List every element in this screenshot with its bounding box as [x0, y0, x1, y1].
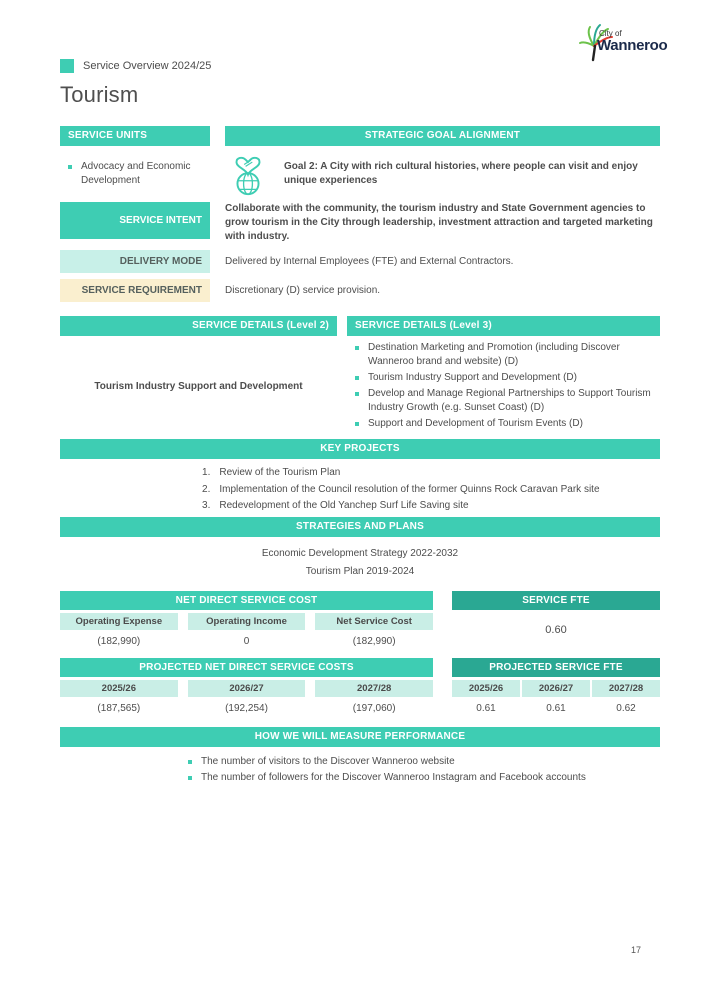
- column-header: Operating Income: [188, 613, 306, 630]
- square-bullet-icon: [68, 165, 72, 169]
- logo-city-of: City of: [599, 29, 622, 38]
- column-header: Net Service Cost: [315, 613, 433, 630]
- l3-item-text: Tourism Industry Support and Development (D): [368, 372, 577, 383]
- key-projects-header: KEY PROJECTS: [60, 439, 660, 459]
- square-bullet-icon: [188, 760, 192, 764]
- list-item: [355, 371, 660, 385]
- projected-fte-years-row: [452, 680, 660, 697]
- financials-row-1: [60, 591, 660, 650]
- service-intent-text: Collaborate with the community, the tourism industry and State Government agencies to grow tourism in the City through leadership, investment attraction and targeted marketing with industry.: [225, 203, 653, 242]
- service-requirement-label: SERVICE REQUIREMENT: [60, 279, 210, 302]
- list-item: [60, 160, 210, 188]
- logo-text: [597, 30, 667, 53]
- column-header: 2027/28: [315, 680, 433, 697]
- cell-value: 0.62: [592, 700, 660, 717]
- list-item: [355, 341, 660, 369]
- teal-square-icon: [60, 59, 74, 73]
- service-requirement-row: [60, 279, 660, 302]
- net-direct-service-cost-table: [60, 591, 433, 650]
- l3-item-text: Destination Marketing and Promotion (including Discover Wanneroo brand and website) (D): [368, 342, 620, 367]
- square-bullet-icon: [355, 346, 359, 350]
- page-number: 17: [630, 945, 641, 955]
- projected-fte-header: PROJECTED SERVICE FTE: [452, 658, 660, 677]
- column-header: Operating Expense: [60, 613, 178, 630]
- projected-fte-values-row: [452, 700, 660, 717]
- list-item: Review of the Tourism Plan: [219, 467, 341, 478]
- service-units-header: SERVICE UNITS: [60, 126, 210, 146]
- service-details-l2-header: SERVICE DETAILS (Level 2): [60, 316, 337, 336]
- page-content: [60, 58, 660, 787]
- cost-values-row: [60, 633, 433, 650]
- strategic-goal-block: [225, 152, 660, 200]
- projected-costs-table: [60, 658, 433, 717]
- column-header: 2025/26: [60, 680, 178, 697]
- service-intent-row: [60, 202, 660, 244]
- cell-value: (182,990): [315, 633, 433, 650]
- cell-value: 0.61: [522, 700, 590, 717]
- service-fte-header: SERVICE FTE: [452, 591, 660, 610]
- list-item: [188, 771, 660, 785]
- performance-header: HOW WE WILL MEASURE PERFORMANCE: [60, 727, 660, 747]
- strategic-goal-text: Goal 2: A City with rich cultural histories, where people can visit and enjoy unique experiences: [284, 161, 638, 186]
- cost-columns-row: [60, 613, 433, 630]
- service-details-l2-item: Tourism Industry Support and Development: [94, 380, 303, 392]
- square-bullet-icon: [355, 376, 359, 380]
- service-intent-label: SERVICE INTENT: [60, 202, 210, 239]
- cell-value: (182,990): [60, 633, 178, 650]
- page-title: Tourism: [60, 82, 139, 107]
- l3-item-text: Support and Development of Tourism Events (D): [368, 418, 583, 429]
- performance-list: [60, 755, 660, 785]
- strategies-header: STRATEGIES AND PLANS: [60, 517, 660, 537]
- service-details-body: [60, 339, 660, 433]
- cell-value: (197,060): [315, 700, 433, 717]
- performance-item-text: The number of visitors to the Discover Wanneroo website: [201, 755, 455, 767]
- strategy-item: Tourism Plan 2019-2024: [305, 565, 415, 577]
- strategic-goal-header: STRATEGIC GOAL ALIGNMENT: [225, 126, 660, 146]
- service-fte-value: 0.60: [545, 623, 567, 636]
- list-item: Redevelopment of the Old Yanchep Surf Life Saving site: [219, 500, 469, 511]
- square-bullet-icon: [188, 776, 192, 780]
- cell-value: 0.61: [452, 700, 520, 717]
- projected-costs-values-row: [60, 700, 433, 717]
- service-units-list: [60, 152, 210, 200]
- cell-value: (192,254): [188, 700, 306, 717]
- performance-item-text: The number of followers for the Discover Wanneroo Instagram and Facebook accounts: [201, 771, 586, 783]
- delivery-mode-text: Delivered by Internal Employees (FTE) and External Contractors.: [225, 255, 514, 267]
- net-direct-service-cost-header: NET DIRECT SERVICE COST: [60, 591, 433, 610]
- delivery-mode-label: DELIVERY MODE: [60, 250, 210, 273]
- column-header: 2025/26: [452, 680, 520, 697]
- financials-row-2: [60, 658, 660, 717]
- units-goal-row: [60, 152, 660, 200]
- square-bullet-icon: [355, 422, 359, 426]
- projected-fte-table: [452, 658, 660, 717]
- service-details-headers: [60, 316, 660, 336]
- hands-heart-globe-icon: [225, 152, 271, 198]
- column-header: 2026/27: [188, 680, 306, 697]
- delivery-mode-row: [60, 250, 660, 273]
- service-fte-table: [452, 591, 660, 650]
- cell-value: 0: [188, 633, 306, 650]
- list-item: [355, 387, 660, 415]
- eyebrow: [60, 58, 660, 73]
- key-projects-list: [60, 466, 660, 513]
- column-header: 2027/28: [592, 680, 660, 697]
- service-unit-label: Advocacy and Economic Development: [81, 161, 191, 186]
- list-item: Implementation of the Council resolution of the former Quinns Rock Caravan Park site: [219, 483, 600, 495]
- column-header: 2026/27: [522, 680, 590, 697]
- service-details-l3-list: [347, 339, 660, 433]
- strategy-item: Economic Development Strategy 2022-2032: [261, 547, 459, 559]
- top-headers-row: [60, 126, 660, 146]
- projected-costs-header: PROJECTED NET DIRECT SERVICE COSTS: [60, 658, 433, 677]
- list-item: [355, 417, 660, 431]
- square-bullet-icon: [355, 392, 359, 396]
- logo-wanneroo: Wanneroo: [597, 37, 668, 54]
- l3-item-text: Develop and Manage Regional Partnerships to Support Tourism Industry Growth (e.g. Sunset Coast) (D): [368, 388, 651, 413]
- service-details-l3-header: SERVICE DETAILS (Level 3): [347, 316, 660, 336]
- list-item: [188, 755, 660, 769]
- service-requirement-text: Discretionary (D) service provision.: [225, 284, 381, 296]
- cell-value: (187,565): [60, 700, 178, 717]
- eyebrow-label: Service Overview 2024/25: [83, 59, 212, 72]
- projected-costs-years-row: [60, 680, 433, 697]
